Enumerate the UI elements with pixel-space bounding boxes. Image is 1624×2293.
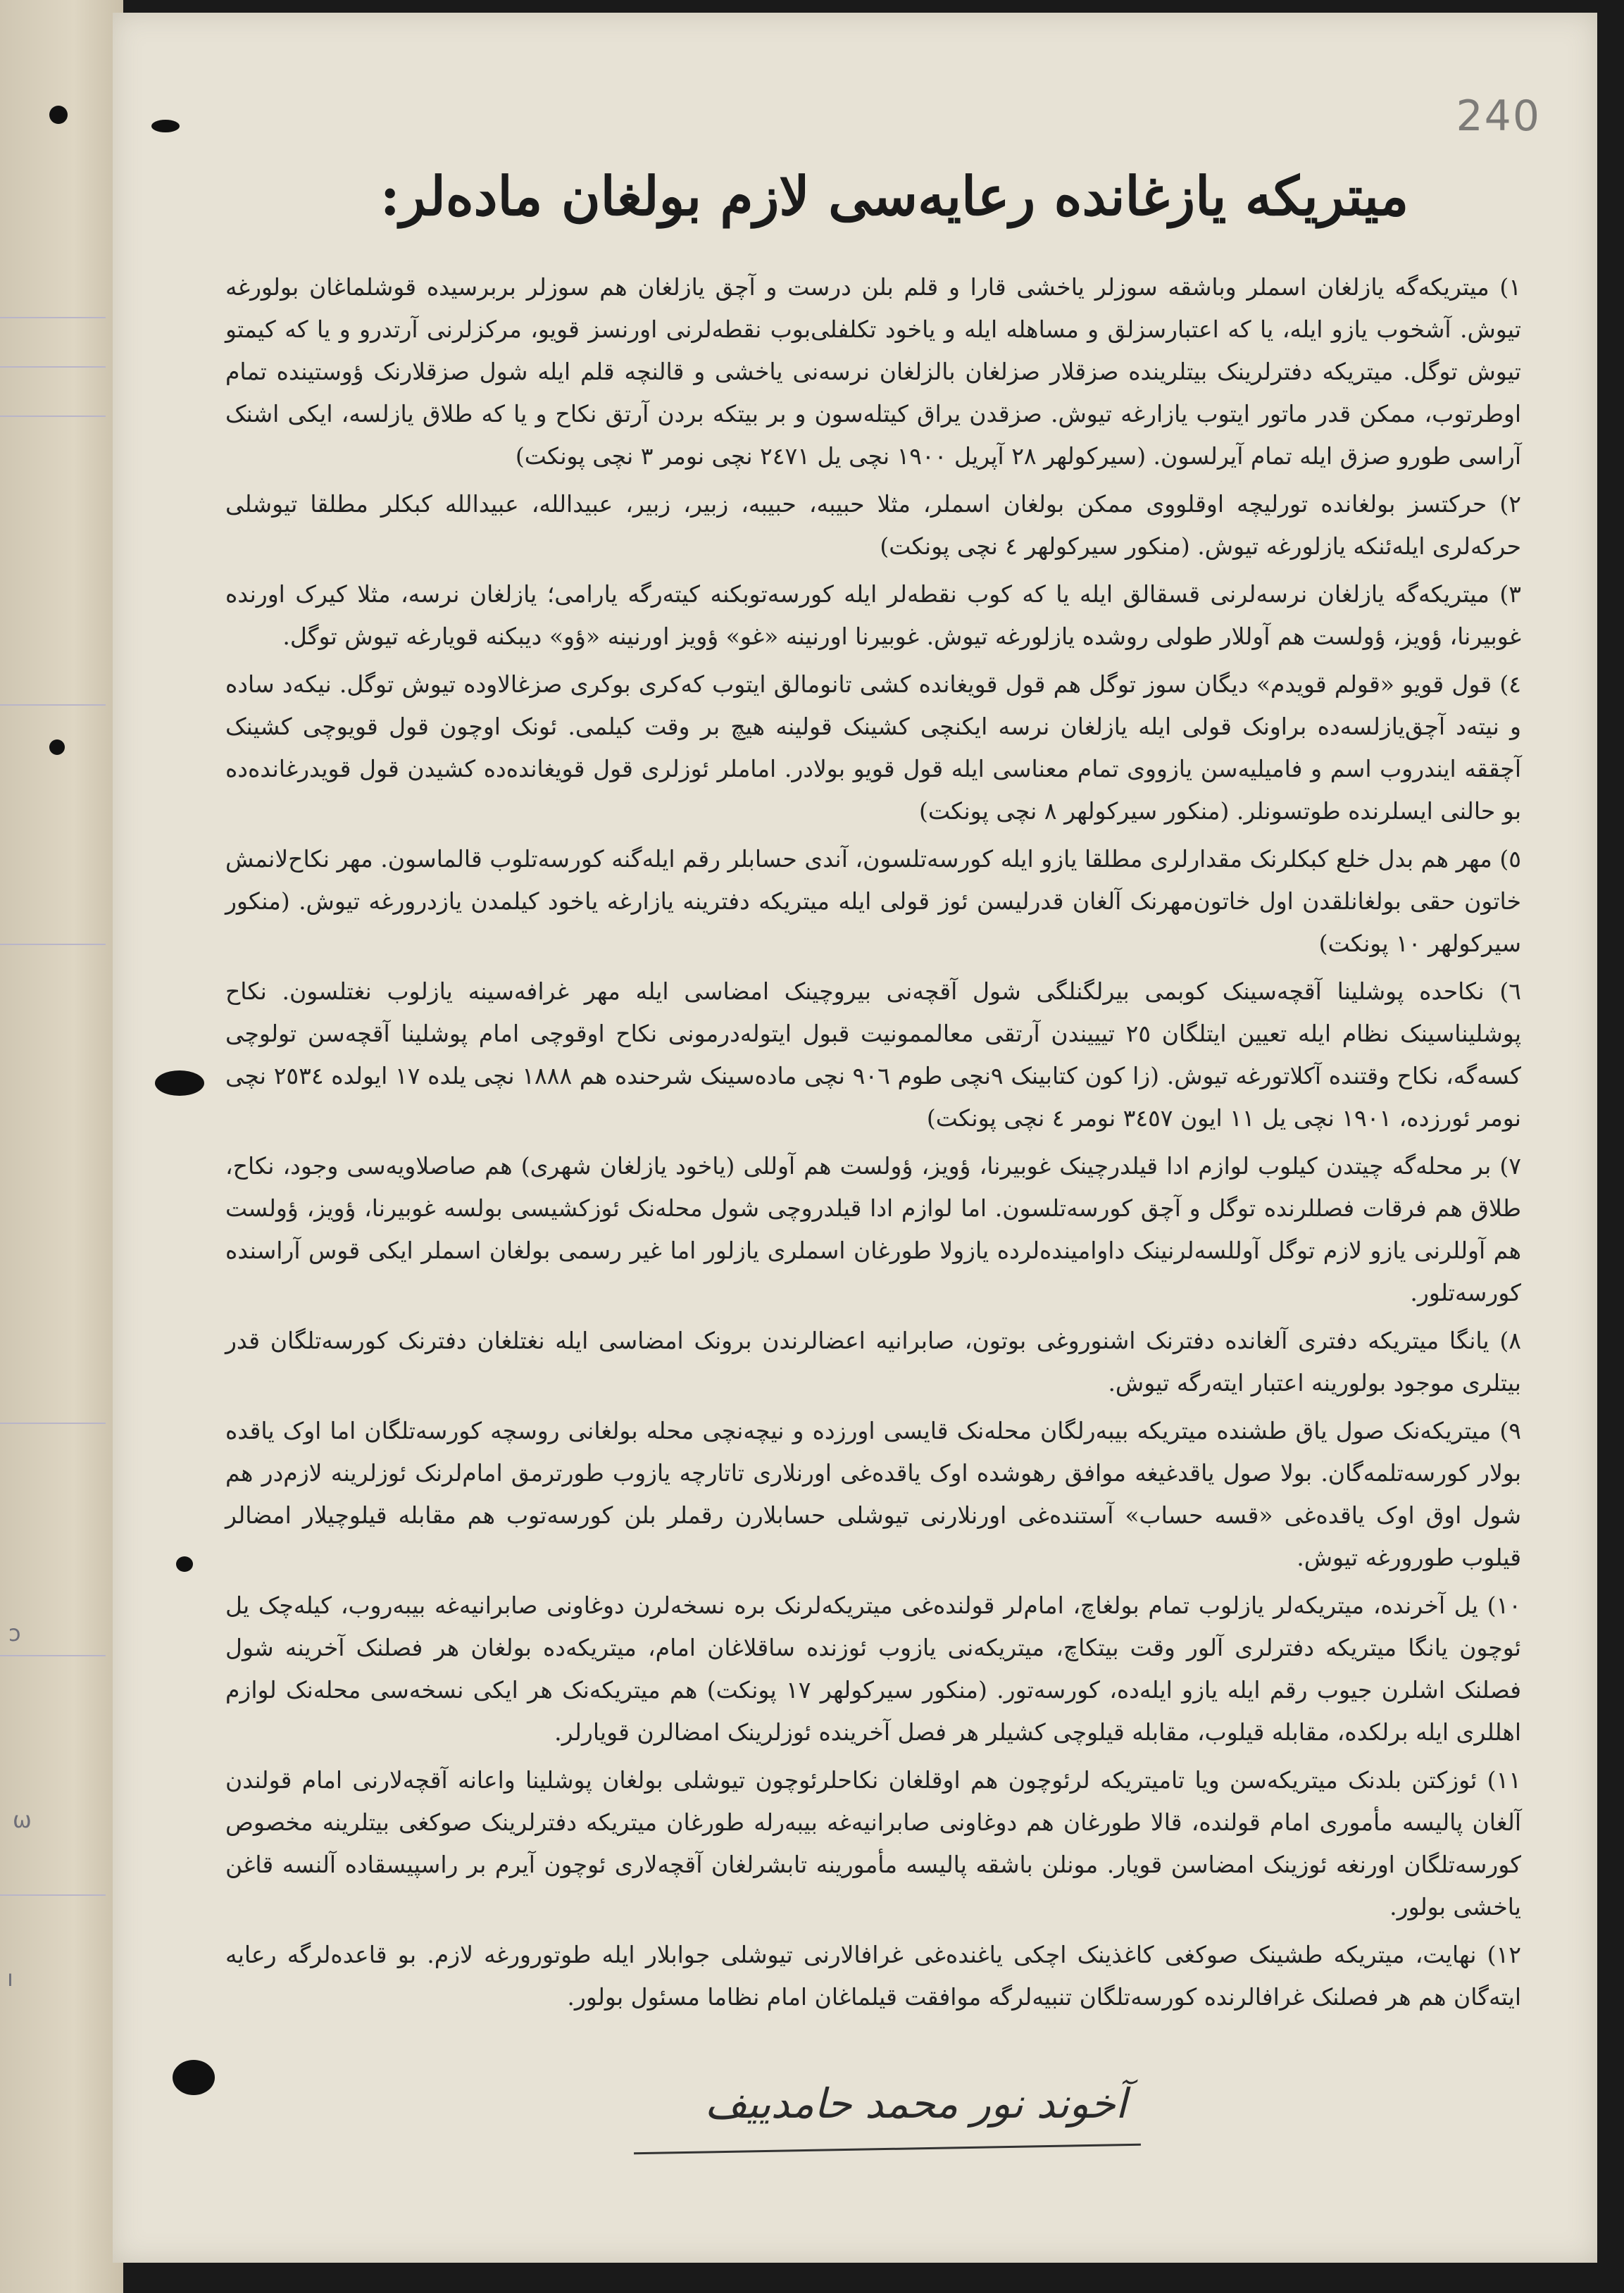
binding-hole [151, 120, 180, 132]
signature-underline [634, 2144, 1141, 2155]
list-item: ٢) حرکتسز بولغانده تورلیچه اوقلووی ممکن بولغان اسملر، مثلا حبیبه، حبیبه، زبیر، زبیر، عبیدالله، عبیدالله کبکلر مطلقا تیوشلی حرکه‌لری ایله‌ئنکه یازلورغه تیوش. (منکور سیرکولهر ٤ نچی پونکت) [225, 490, 1521, 560]
margin-mark: ɔ [8, 1620, 21, 1647]
list-item: ٣) میتریکه‌گه یازلغان نرسه‌لرنی قسقالق ایله یا که کوب نقطه‌لر ایله کورسه‌توبکنه کیته‌رگه یارامی؛ یازلغان نرسه، مثلا کیرک اورنده غوبیرنا، ؤویز، ؤولست هم آوللار طولی روشده یازلورغه تیوش. غوبیرنا اورنینه «غو» ؤویز اورنینه «ؤو» دیبکنه قویارغه تیوش توگل. [225, 580, 1521, 650]
document-page [113, 13, 1597, 2263]
list-item: ٦) نکاحده پوشلینا آقچه‌سینک کوبمی بیرلگنلگی شول آقچه‌نی بیروچینک امضاسی ایله مهر غرافه‌سینه یازلوب نغتلسون. نکاح پوشلیناسینک نظام ایله تعیین ایتلگان ٢٥ تیییندن آرتقی معالممونیت قبول ایتوله‌درمونی نکاح اوقوچی امام پوشلینا آقچه‌سن تولوچی کسه‌گه، نکاح وقتنده آکلاتورغه تیوش. (زا کون کتابینک ٩نچی طوم ٩٠٦ نچی ماده‌سینک شرحنده هم ١٨٨٨ نچی یلده ١٧ ایولده ٢٥٣٤ نچی نومر ئورزده، ١٩٠١ نچی یل ١١ ایون ٣٤٥٧ نومر ٤ نچی پونکت) [225, 977, 1522, 1132]
regulation-list [225, 266, 1521, 2024]
signature-text: آخوند نور محمد حامدییف [704, 2080, 1127, 2128]
signature [634, 2080, 1141, 2164]
list-item: ٥) مهر هم بدل خلع کبکلرنک مقدارلری مطلقا یازو ایله کورسه‌تلسون، آندی حسابلر رقم ایله‌گنه کورسه‌تلوب قالماسون. مهر نکاح‌لانمش خاتون حقی بولغانلقدن اول خاتون‌مهرنک آلغان قدرلیسن ئوز قولی ایله میتریکه دفترینه یازارغه یاخود کیلمدن یازدرورغه تیوش. (منکور سیرکولهر ١٠ پونکت) [225, 845, 1521, 957]
list-item: ١٠) یل آخرنده، میتریکه‌لر یازلوب تمام بولغاچ، امام‌لر قولنده‌غی میتریکه‌لرنک بره نسخه‌لرن دوغاونی صابرانیه‌غه بیبه‌روب، کیله‌چک یل ئوچون یانگا میتریکه دفترلری آلور وقت بیتکاچ، میتریکه‌نی یازوب ئوزنده ساقلاغان امام، میتریکه‌ده بولغان هر فصلنک آخرینه شول فصلنک اشلرن جیوب رقم ایله یازو ایله‌ده، کورسه‌تور. (منکور سیرکولهر ١٧ پونکت) هم میتریکه‌نک هر ایکی نسخه‌سی محله‌نک لوازم اهللری ایله برلکده، مقابله قیلوب، مقابله قیلوچی کشیلر هر فصل آخرینده ئوزلرینک امضالرن قویارلر. [225, 1592, 1522, 1746]
binding-hole [49, 106, 68, 124]
binding-hole [155, 1070, 204, 1096]
binding-hole [173, 2060, 215, 2095]
document-title: میتریکه یازغانده رعایه‌سی لازم بولغان ماده‌لر: [380, 165, 1409, 227]
list-item: ٤) قول قویو «قولم قویدم» دیگان سوز توگل هم قول قویغانده کشی تانومالق ایتوب که‌کری بوکری صزغالاوده تیوش توگل. نیکه‌د ساده و نیته‌د آچق‌یازلسه‌ده براونک قولی ایله یازلغان نرسه ایکنچی کشینک قولینه هیچ بر وقت کیلمی. ئونک اوچون قول قویوچی کشینک آچققه ایندروب اسم و فامیلیه‌سن یازووی تمام معناسی ایله قول قویو بولادر. اماملر ئوزلری قول قویغانده‌ده کشیدن قول قویدرغانده‌ده بو حالنی ایسلرنده طوتسونلر. (منکور سیرکولهر ٨ نچی پونکت) [225, 670, 1521, 825]
binding-hole [49, 739, 65, 755]
list-item: ٩) میتریکه‌نک صول یاق طشنده میتریکه بیبه‌رلگان محله‌نک قایسی اورزده و نیچه‌نچی محله بولغانی روسچه کورسه‌تلگان اما اوک یاقده بولار کورسه‌تلمه‌گان. بولا صول یاقدغیغه موافق رهوشده اوک یاقده‌غی اورنلاری تاتارچه یازوب طورترمق امام‌لرنک ئوزلرینه لازم‌در هم شول اوق اوک یاقده‌غی «قسه حساب» آستنده‌غی اورنلارنی تیوشلی حسابلارن رقملر بلن کورسه‌توب هم مقابله قیلوچیلار امضالر قیلوب طورورغه تیوش. [225, 1417, 1521, 1571]
list-item: ٧) بر محله‌گه چیتدن کیلوب لوازم ادا قیلدرچینک غوبیرنا، ؤویز، ؤولست هم آوللی (یاخود یازلغان شهری) هم صاصلاویه‌سی وجود، نکاح، طلاق هم فرقات فصللرنده توگل و آچق کورسه‌تلسون. اما لوازم ادا قیلدروچی شول محله‌نک ئوزکشیسی بولسه غوبیرنا، ؤویز، ؤولست هم آوللرنی یازو لازم توگل آوللسه‌لرنینک داوامینده‌لرده یازولا طورغان اسملری یازلور اما غیر رسمی بولغان اسملر ایکی قوس آراسنده کورسه‌تلور. [225, 1152, 1521, 1306]
list-item: ١) میتریکه‌گه یازلغان اسملر وباشقه سوزلر یاخشی قارا و قلم بلن درست و آچق یازلغان هم سوزلر بربرسیده قوشلماغان بولورغه تیوش. آشخوب یازو ایله، یا که اعتبارسزلق و مساهله ایله و یاخود تکلفلی‌بوب نقطه‌لرنی اورنسز قویو، مرکزلرنی آرتدرو و یا که کیمتو تیوش توگل. میتریکه دفترلرینک بیتلرینده صزقلار صزلغان بالزلغان نرسه‌نی یاخشی و قالنچه قلم ایله شول صزقلارنک ؤوستینده تمام اوطرتوب، ممکن قدر ماتور ایتوب یازارغه تیوش. صزقدن یراق کیتله‌سون و بر بیتکه بردن آرتق نکاح و یا که طلاق یازلسه، ایکی اشنک آراسی طورو صزق ایله تمام آیرلسون. (سیرکولهر ٢٨ آپریل ١٩٠٠ نچی یل ٢٤٧١ نچی نومر ٣ نچی پونکت) [225, 273, 1521, 470]
list-item: ١٢) نهایت، میتریکه طشینک صوکغی کاغذینک اچکی یاغنده‌غی غرافالارنی تیوشلی جوابلار ایله طوتورورغه لازم. بو قاعده‌لرگه رعایه ایته‌گان هم هر فصلنک غرافالرنده کورسه‌تلگان تنبیه‌لرگه موافقت قیلماغان امام نظاما مسئول بولور. [225, 1941, 1521, 2011]
list-item: ٨) یانگا میتریکه دفتری آلغانده دفترنک اشنوروغی بوتون، صابرانیه اعضالرندن برونک امضاسی ایله نغتلغان دفترنک کورسه‌تلگان قدر بیتلری موجود بولورینه اعتبار ایته‌رگه تیوش. [225, 1327, 1521, 1397]
margin-mark: ı [7, 1965, 13, 1992]
page-number: 240 [1456, 92, 1541, 141]
list-item: ١١) ئوزکتن بلدنک میتریکه‌سن ویا تامیتریکه لرئوچون هم اوقلغان نکاحلرئوچون تیوشلی بولغان پوشلینا واعانه آقچه‌لارنی امام قولندن آلغان پالیسه مأموری امام قولنده، قالا طورغان هم دوغاونی صابرانیه‌غه بیبه‌رله طورغان میتریکه دفترلرینک صوکغی بیتلرینه مخصوص کورسه‌تلگان اورنغه ئوزینک امضاسن قویار. مونلن باشقه پالیسه مأمورینه تابشرلغان آقچه‌لاری ئوچون آیرم بر راسپیسقاده آلنسه قاغن یاخشی بولور. [225, 1766, 1521, 1920]
binding-hole [176, 1556, 193, 1572]
previous-page-edge [0, 0, 123, 2293]
margin-mark: ω [13, 1806, 32, 1833]
